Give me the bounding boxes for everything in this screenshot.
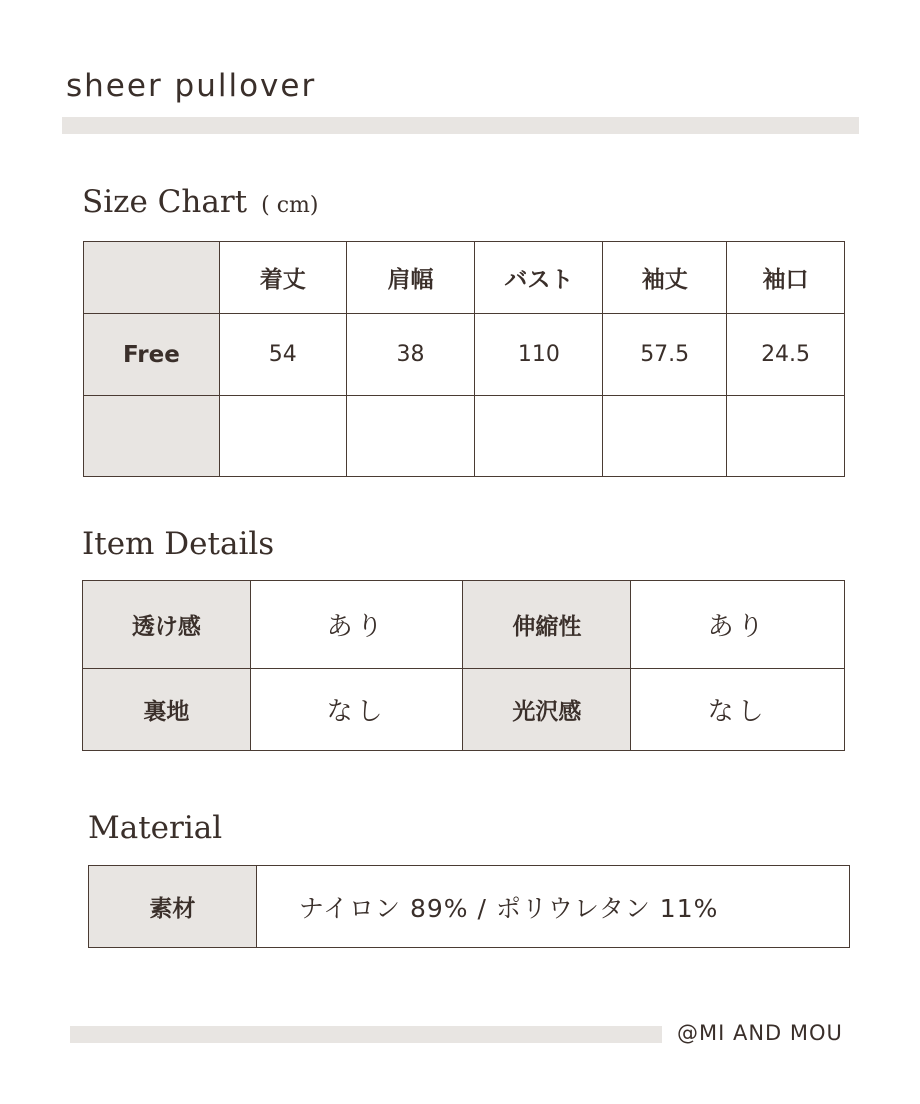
- product-title: sheer pullover: [66, 68, 317, 104]
- size-value-cuff: 24.5: [727, 314, 845, 396]
- detail-label-transparency: 透け感: [83, 581, 251, 669]
- footer-divider-bar: [70, 1026, 662, 1043]
- header-divider-bar: [62, 117, 859, 134]
- material-row: [89, 866, 850, 948]
- size-header-cuff: 袖口: [727, 242, 845, 314]
- size-empty-cell: [219, 396, 346, 477]
- size-header-length: 着丈: [219, 242, 346, 314]
- size-value-bust: 110: [475, 314, 603, 396]
- detail-value-transparency: あり: [250, 581, 463, 669]
- size-label-empty: [84, 396, 220, 477]
- detail-value-lining: なし: [250, 669, 463, 751]
- size-chart-title: [82, 184, 318, 220]
- material-title: Material: [88, 810, 223, 846]
- size-chart-heading: Size Chart: [82, 184, 248, 220]
- brand-credit: @MI AND MOU: [677, 1021, 843, 1045]
- size-empty-cell: [346, 396, 475, 477]
- size-header-sleeve-length: 袖丈: [603, 242, 727, 314]
- detail-label-stretch: 伸縮性: [463, 581, 631, 669]
- detail-label-lining: 裏地: [83, 669, 251, 751]
- size-empty-cell: [603, 396, 727, 477]
- size-chart-row-free: [84, 314, 845, 396]
- detail-label-gloss: 光沢感: [463, 669, 631, 751]
- material-value: ナイロン 89% / ポリウレタン 11%: [256, 866, 849, 948]
- item-details-row: [83, 581, 845, 669]
- size-chart-unit: ( cm): [261, 193, 319, 218]
- size-value-sleeve-length: 57.5: [603, 314, 727, 396]
- detail-value-gloss: なし: [631, 669, 845, 751]
- item-details-row: [83, 669, 845, 751]
- detail-value-stretch: あり: [631, 581, 845, 669]
- size-header-bust: バスト: [475, 242, 603, 314]
- item-details-table: [82, 580, 845, 751]
- size-empty-cell: [727, 396, 845, 477]
- size-value-shoulder: 38: [346, 314, 475, 396]
- size-header-shoulder: 肩幅: [346, 242, 475, 314]
- size-chart-table: [83, 241, 845, 477]
- size-chart-header-row: [84, 242, 845, 314]
- size-label-free: Free: [84, 314, 220, 396]
- material-table: [88, 865, 850, 948]
- item-details-title: Item Details: [82, 526, 275, 562]
- size-chart-corner-cell: [84, 242, 220, 314]
- size-chart-row-empty: [84, 396, 845, 477]
- size-empty-cell: [475, 396, 603, 477]
- material-label: 素材: [89, 866, 257, 948]
- size-value-length: 54: [219, 314, 346, 396]
